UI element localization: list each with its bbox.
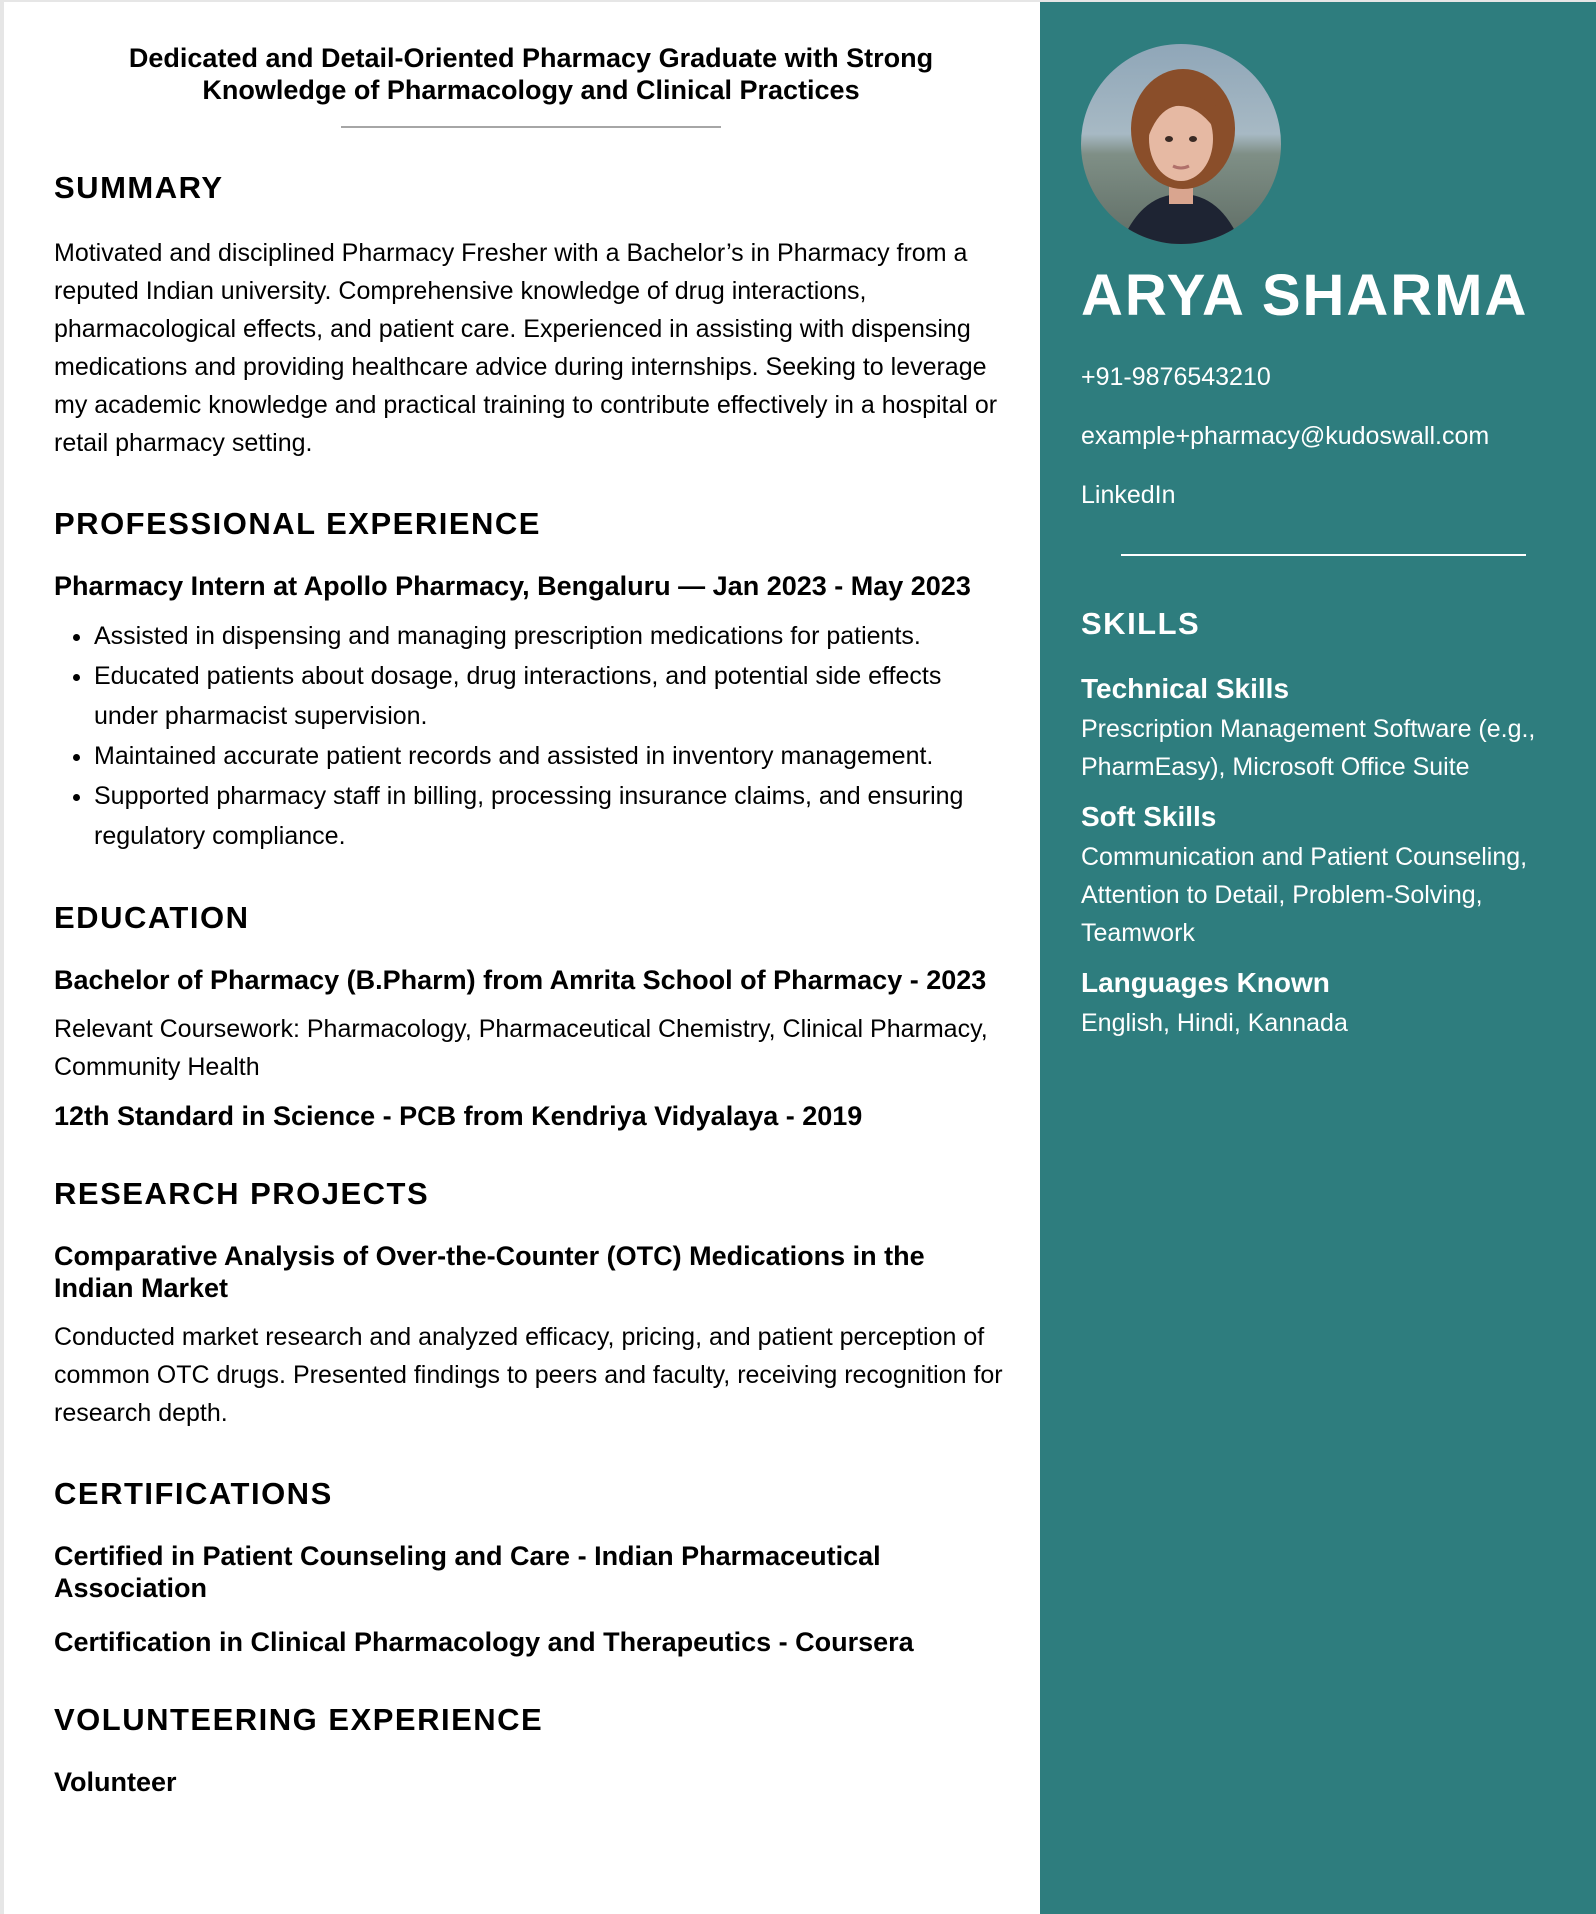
education-section (54, 900, 1008, 1132)
certification-item: Certified in Patient Counseling and Care - Indian Pharmaceutical Association (54, 1541, 881, 1603)
email-address: example+pharmacy@kudoswall.com (1081, 422, 1490, 450)
technical-skills-title: Technical Skills (1081, 673, 1290, 704)
project-text: Conducted market research and analyzed efficacy, pricing, and patient perception of common OTC drugs. Presented findings to peers and faculty, receiving recognition for research depth. (54, 1323, 1003, 1427)
tagline-divider (341, 126, 721, 128)
job-bullet: • Assisted in dispensing and managing prescription medications for patients. (94, 616, 1008, 656)
resume-tagline: Dedicated and Detail-Oriented Pharmacy Graduate with Strong Knowledge of Pharmacology and Clinical Practices (128, 43, 934, 105)
research-heading: RESEARCH PROJECTS (54, 1176, 430, 1211)
job-bullet: • Educated patients about dosage, drug interactions, and potential side effects under pharmacist supervision. (94, 656, 1008, 736)
job-bullet: • Maintained accurate patient records and assisted in inventory management. (94, 736, 1008, 776)
job-bullet-list (54, 616, 1008, 856)
volunteering-section (54, 1702, 1008, 1798)
technical-skills-text: Prescription Management Software (e.g., PharmEasy), Microsoft Office Suite (1081, 715, 1536, 781)
volunteering-heading: VOLUNTEERING EXPERIENCE (54, 1702, 544, 1737)
summary-section (54, 170, 1008, 462)
summary-heading: SUMMARY (54, 170, 224, 205)
certification-item: Certification in Clinical Pharmacology and Therapeutics - Coursera (54, 1627, 914, 1657)
soft-skills-title: Soft Skills (1081, 801, 1217, 832)
job-title: Pharmacy Intern at Apollo Pharmacy, Bengaluru — Jan 2023 - May 2023 (54, 571, 971, 601)
coursework-text: Relevant Coursework: Pharmacology, Pharmaceutical Chemistry, Clinical Pharmacy, Community Health (54, 1015, 988, 1081)
phone-number: +91-9876543210 (1081, 363, 1271, 391)
candidate-name: ARYA SHARMA (1081, 263, 1529, 328)
languages-title: Languages Known (1081, 967, 1330, 998)
linkedin-link[interactable]: LinkedIn (1081, 481, 1176, 509)
summary-text: Motivated and disciplined Pharmacy Fresher with a Bachelor’s in Pharmacy from a reputed Indian university. Comprehensive knowledge of drug interactions, pharmacological effects, and patient care. Experienced in assisting with dispensing medications and providing healthcare advice during internships. Seeking to leverage my academic knowledge and practical training to contribute effectively in a hospital or retail pharmacy setting. (54, 239, 998, 457)
job-bullet: • Supported pharmacy staff in billing, processing insurance claims, and ensuring regulatory compliance. (94, 776, 1008, 856)
certifications-heading: CERTIFICATIONS (54, 1476, 333, 1511)
research-section (54, 1176, 1008, 1432)
school-title: 12th Standard in Science - PCB from Kendriya Vidyalaya - 2019 (54, 1101, 863, 1131)
volunteer-role: Volunteer (54, 1767, 177, 1797)
certifications-section (54, 1476, 1008, 1658)
languages-text: English, Hindi, Kannada (1081, 1009, 1348, 1037)
soft-skills-text: Communication and Patient Counseling, Attention to Detail, Problem-Solving, Teamwork (1081, 843, 1528, 947)
experience-section (54, 506, 1008, 856)
profile-photo (1081, 44, 1281, 244)
education-heading: EDUCATION (54, 900, 250, 935)
experience-heading: PROFESSIONAL EXPERIENCE (54, 506, 541, 541)
sidebar-divider (1121, 554, 1526, 556)
degree-title: Bachelor of Pharmacy (B.Pharm) from Amrita School of Pharmacy - 2023 (54, 965, 987, 995)
sidebar (1040, 0, 1596, 1914)
project-title: Comparative Analysis of Over-the-Counter (OTC) Medications in the Indian Market (54, 1241, 925, 1303)
skills-heading: SKILLS (1081, 606, 1201, 641)
